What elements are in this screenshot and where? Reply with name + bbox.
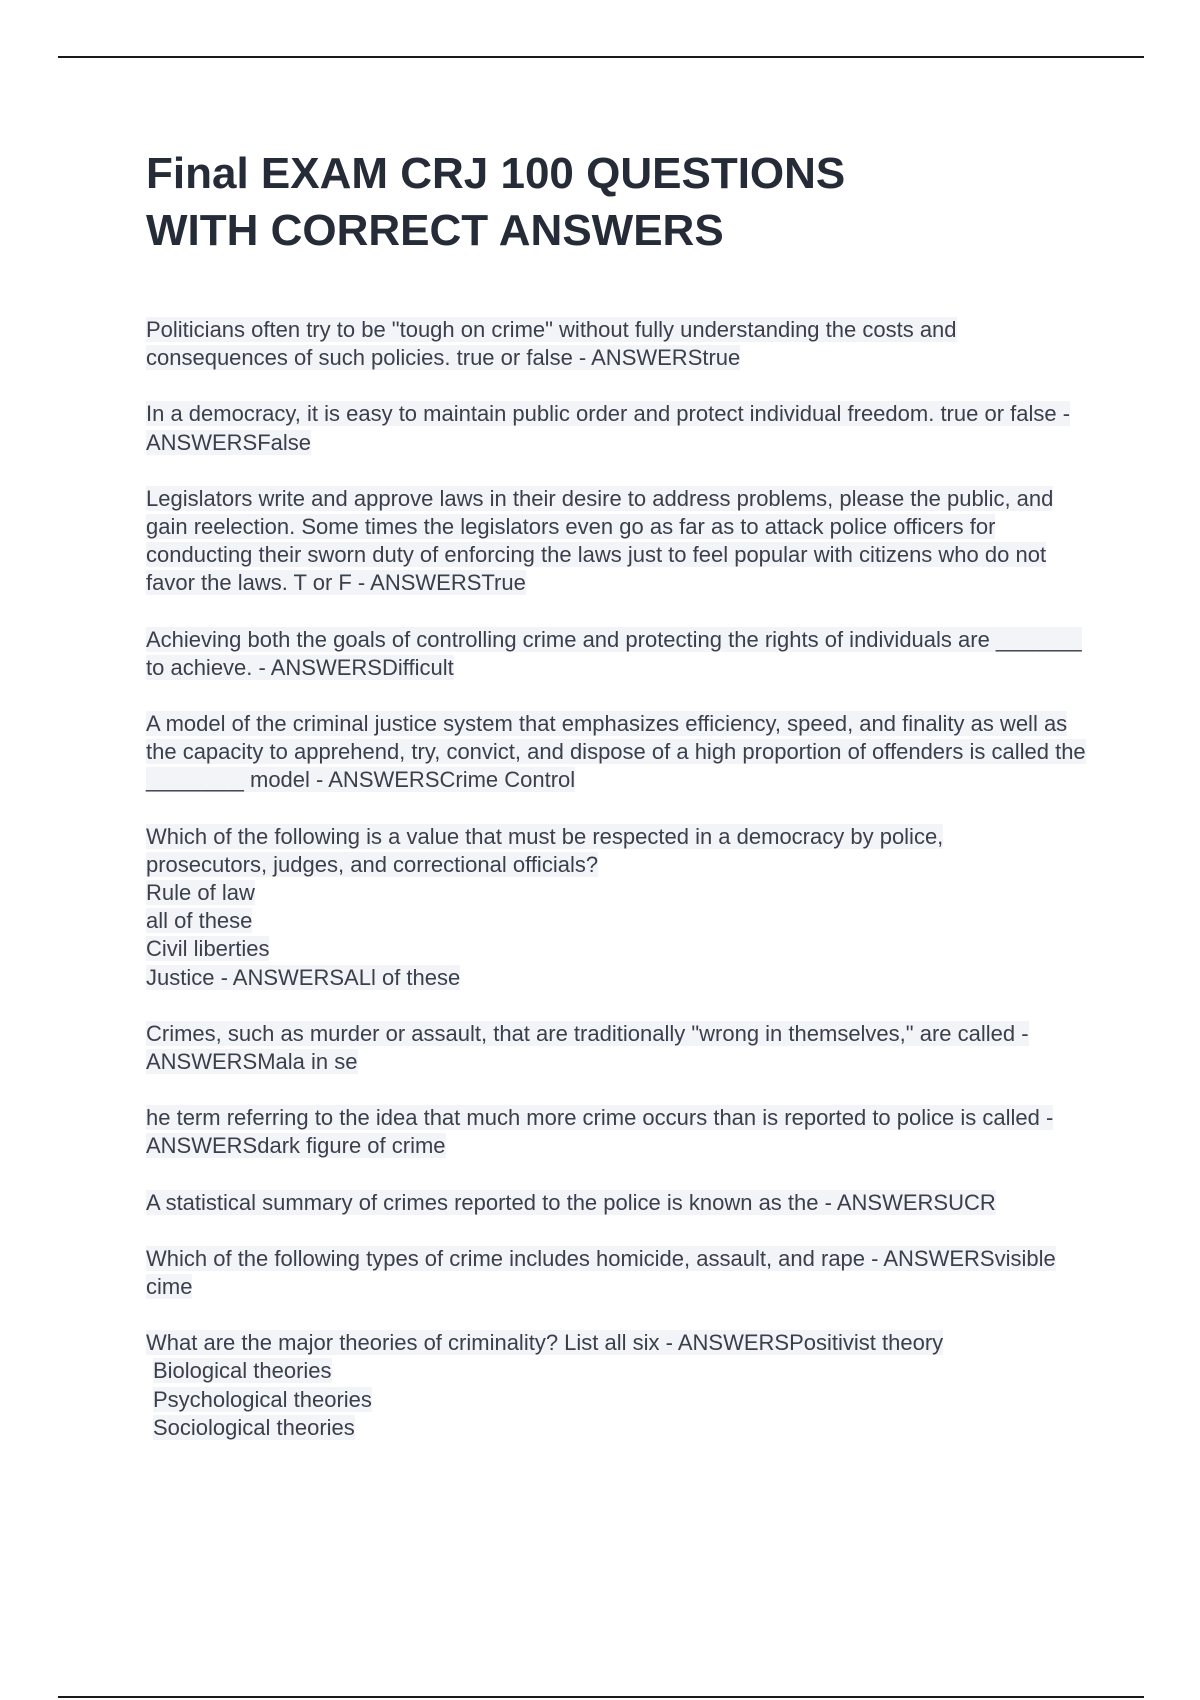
qa-list xyxy=(146,316,1086,1442)
qa-text: Achieving both the goals of controlling crime and protecting the rights of individuals are _______ to achieve. - ANSWERSDifficult xyxy=(146,626,1082,680)
document-body xyxy=(146,145,1086,1470)
qa-list-entry-text: Sociological theories xyxy=(153,1414,355,1440)
qa-text: Legislators write and approve laws in their desire to address problems, please the public, and gain reelection. Some times the legislators even go as far as to attack police officers for conducting their sworn duty of enforcing the laws just to feel popular with citizens who do not favor the laws. T or F - ANSWERSTrue xyxy=(146,485,1054,596)
qa-text: Politicians often try to be "tough on crime" without fully understanding the costs and consequences of such policies. true or false - ANSWERStrue xyxy=(146,317,957,371)
qa-item-4 xyxy=(146,626,1086,682)
qa-option-text: Rule of law xyxy=(146,880,255,906)
qa-item-1 xyxy=(146,316,1086,372)
qa-list-entry xyxy=(146,1357,1086,1385)
qa-item-11 xyxy=(146,1329,1086,1442)
qa-text: Which of the following types of crime includes homicide, assault, and rape - ANSWERSvisible cime xyxy=(146,1245,1056,1300)
qa-item-5 xyxy=(146,710,1086,795)
qa-item-6 xyxy=(146,823,1086,992)
qa-text: A model of the criminal justice system that emphasizes efficiency, speed, and finality as well as the capacity to apprehend, try, convict, and dispose of a high proportion of offenders is called the ________ model - ANSWERSCrime Control xyxy=(146,711,1086,793)
qa-list-entry xyxy=(146,1414,1086,1442)
qa-option-text: Justice - ANSWERSALl of these xyxy=(146,964,461,990)
qa-item-7 xyxy=(146,1020,1086,1076)
qa-list-entry xyxy=(146,1386,1086,1414)
qa-line xyxy=(146,851,1086,879)
qa-line xyxy=(146,823,1086,851)
title-line-2: WITH CORRECT ANSWERS xyxy=(146,206,724,255)
qa-option xyxy=(146,879,1086,907)
qa-text: In a democracy, it is easy to maintain public order and protect individual freedom. true or false - ANSWERSFalse xyxy=(146,401,1071,455)
qa-line xyxy=(146,1329,1086,1357)
qa-text: A statistical summary of crimes reported to the police is known as the - ANSWERSUCR xyxy=(146,1189,996,1215)
document-title xyxy=(146,145,1086,259)
qa-item-8 xyxy=(146,1104,1086,1160)
qa-option xyxy=(146,907,1086,935)
qa-text: Crimes, such as murder or assault, that are traditionally "wrong in themselves," are called - ANSWERSMala in se xyxy=(146,1020,1029,1075)
qa-list-entry-text: Biological theories xyxy=(153,1358,332,1384)
qa-item-9 xyxy=(146,1189,1086,1217)
qa-option xyxy=(146,935,1086,963)
qa-option-text: Civil liberties xyxy=(146,936,270,962)
top-rule xyxy=(58,56,1144,58)
title-line-1: Final EXAM CRJ 100 QUESTIONS xyxy=(146,149,846,198)
qa-text: he term referring to the idea that much more crime occurs than is reported to police is called - ANSWERSdark figure of crime xyxy=(146,1105,1054,1159)
qa-list-entry-text: Psychological theories xyxy=(153,1386,372,1412)
qa-line-text: prosecutors, judges, and correctional officials? xyxy=(146,851,599,877)
qa-line-text: Which of the following is a value that must be respected in a democracy by police, xyxy=(146,823,944,849)
qa-item-10 xyxy=(146,1245,1086,1301)
qa-option-text: all of these xyxy=(146,908,253,934)
bottom-rule xyxy=(58,1696,1144,1698)
qa-item-2 xyxy=(146,400,1086,456)
qa-item-3 xyxy=(146,485,1086,598)
qa-option xyxy=(146,964,1086,992)
qa-line-text: What are the major theories of criminality? List all six - ANSWERSPositivist theory xyxy=(146,1330,944,1356)
